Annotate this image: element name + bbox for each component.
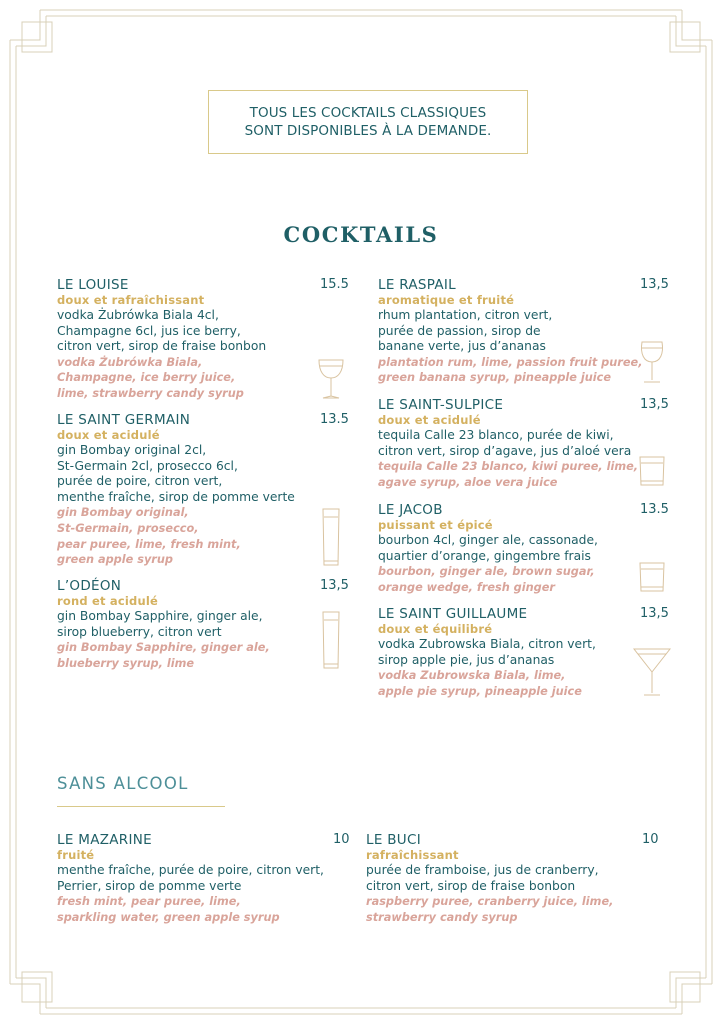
item-ingredients-en: apple pie syrup, pineapple juice (378, 684, 582, 698)
rocks-glass-icon (638, 455, 666, 487)
item-name: L’ODÉON (57, 578, 122, 594)
menu-item-le-louise (57, 277, 347, 402)
classic-cocktails-notice (208, 90, 528, 154)
item-ingredients-en: bourbon, ginger ale, brown sugar, (378, 565, 595, 579)
martini-glass-icon (632, 646, 672, 698)
item-ingredients-fr: citron vert, sirop de fraise bonbon (366, 878, 576, 893)
item-name: LE SAINT GUILLAUME (378, 606, 528, 622)
item-price: 13,5 (640, 397, 669, 412)
menu-item-le-saint-germain (57, 412, 347, 568)
item-ingredients-fr: sirop apple pie, jus d’ananas (378, 652, 555, 667)
item-price: 13.5 (640, 502, 669, 517)
highball-glass-icon (320, 507, 342, 569)
item-ingredients-en: green apple syrup (57, 553, 174, 567)
item-name: LE BUCI (366, 832, 421, 848)
item-name: LE SAINT-SULPICE (378, 397, 504, 413)
item-ingredients-fr: St-Germain 2cl, prosecco 6cl, (57, 458, 238, 473)
highball-glass-icon (320, 610, 342, 672)
item-ingredients-en: lime, strawberry candy syrup (57, 386, 244, 400)
menu-item-le-saint-sulpice (378, 397, 668, 490)
item-ingredients-en: blueberry syrup, lime (57, 656, 195, 670)
coupe-glass-icon (316, 356, 346, 402)
item-ingredients-en: gin Bombay original, (57, 506, 189, 520)
item-ingredients-en: plantation rum, lime, passion fruit puree, (378, 355, 643, 369)
notice-line-1: TOUS LES COCKTAILS CLASSIQUES (249, 105, 487, 121)
item-price: 10 (642, 832, 659, 847)
item-ingredients-fr: bourbon 4cl, ginger ale, cassonade, (378, 533, 598, 547)
item-ingredients-en: sparkling water, green apple syrup (57, 910, 280, 924)
item-name: LE RASPAIL (378, 277, 456, 293)
item-ingredients-fr: sirop blueberry, citron vert (57, 624, 222, 639)
cocktails-title: COCKTAILS (283, 222, 439, 247)
item-ingredients-en: St-Germain, prosecco, (57, 521, 199, 535)
item-ingredients-fr: purée de framboise, jus de cranberry, (366, 863, 599, 877)
item-ingredients-fr: tequila Calle 23 blanco, purée de kiwi, (378, 428, 614, 442)
section-divider (57, 806, 225, 807)
menu-item-le-mazarine (57, 832, 357, 925)
item-ingredients-en: orange wedge, fresh ginger (378, 580, 556, 594)
item-ingredients-fr: citron vert, sirop d’agave, jus d’aloé vera (378, 443, 632, 458)
notice-line-2: SONT DISPONIBLES À LA DEMANDE. (244, 123, 492, 139)
item-ingredients-en: strawberry candy syrup (366, 910, 518, 924)
item-ingredients-fr: menthe fraîche, purée de poire, citron vert, (57, 863, 324, 877)
item-tagline: doux et rafraîchissant (57, 293, 205, 307)
item-tagline: doux et acidulé (57, 428, 160, 442)
item-tagline: puissant et épicé (378, 518, 493, 532)
item-ingredients-fr: gin Bombay Sapphire, ginger ale, (57, 609, 263, 623)
item-name: LE SAINT GERMAIN (57, 412, 191, 428)
item-ingredients-en: vodka Żubrówka Biala, (57, 355, 203, 369)
menu-item-le-raspail (378, 277, 668, 386)
sans-alcool-title: SANS ALCOOL (57, 774, 189, 793)
item-name: LE JACOB (378, 502, 443, 518)
item-ingredients-en: vodka Zubrowska Biala, lime, (378, 669, 566, 683)
menu-item-le-buci (366, 832, 666, 925)
item-tagline: doux et acidulé (378, 413, 481, 427)
item-price: 13,5 (640, 606, 669, 621)
item-ingredients-en: green banana syrup, pineapple juice (378, 371, 612, 385)
item-name: LE LOUISE (57, 277, 129, 293)
item-ingredients-en: raspberry puree, cranberry juice, lime, (366, 895, 614, 909)
item-tagline: doux et équilibré (378, 622, 493, 636)
item-tagline: aromatique et fruité (378, 293, 515, 307)
menu-item-le-jacob (378, 502, 668, 595)
item-tagline: rond et acidulé (57, 594, 158, 608)
item-ingredients-en: Champagne, ice berry juice, (57, 371, 236, 385)
item-ingredients-fr: vodka Zubrowska Biala, citron vert, (378, 637, 596, 651)
rocks-glass-icon (638, 561, 666, 593)
item-price: 13.5 (320, 412, 349, 427)
item-name: LE MAZARINE (57, 832, 152, 848)
menu-item-le-saint-guillaume (378, 606, 668, 699)
item-ingredients-fr: citron vert, sirop de fraise bonbon (57, 339, 267, 354)
item-ingredients-fr: purée de poire, citron vert, (57, 474, 223, 489)
item-price: 15.5 (320, 277, 349, 292)
item-ingredients-fr: purée de passion, sirop de (378, 323, 541, 338)
item-ingredients-fr: Champagne 6cl, jus ice berry, (57, 323, 241, 338)
item-ingredients-fr: vodka Żubrówka Biala 4cl, (57, 308, 219, 322)
menu-item-l-odeon (57, 578, 347, 671)
item-ingredients-en: tequila Calle 23 blanco, kiwi puree, lime, (378, 460, 639, 474)
wine-glass-icon (638, 340, 666, 384)
item-ingredients-fr: rhum plantation, citron vert, (378, 308, 553, 322)
item-price: 13,5 (320, 578, 349, 593)
item-ingredients-fr: quartier d’orange, gingembre frais (378, 548, 591, 563)
item-tagline: rafraîchissant (366, 848, 459, 862)
item-ingredients-fr: Perrier, sirop de pomme verte (57, 878, 242, 893)
item-ingredients-en: fresh mint, pear puree, lime, (57, 895, 241, 909)
item-price: 13,5 (640, 277, 669, 292)
item-ingredients-fr: banane verte, jus d’ananas (378, 339, 546, 354)
item-tagline: fruité (57, 848, 95, 862)
item-price: 10 (333, 832, 350, 847)
item-ingredients-fr: menthe fraîche, sirop de pomme verte (57, 489, 295, 504)
item-ingredients-en: gin Bombay Sapphire, ginger ale, (57, 641, 270, 655)
item-ingredients-en: pear puree, lime, fresh mint, (57, 537, 241, 551)
item-ingredients-fr: gin Bombay original 2cl, (57, 443, 207, 457)
item-ingredients-en: agave syrup, aloe vera juice (378, 475, 558, 489)
